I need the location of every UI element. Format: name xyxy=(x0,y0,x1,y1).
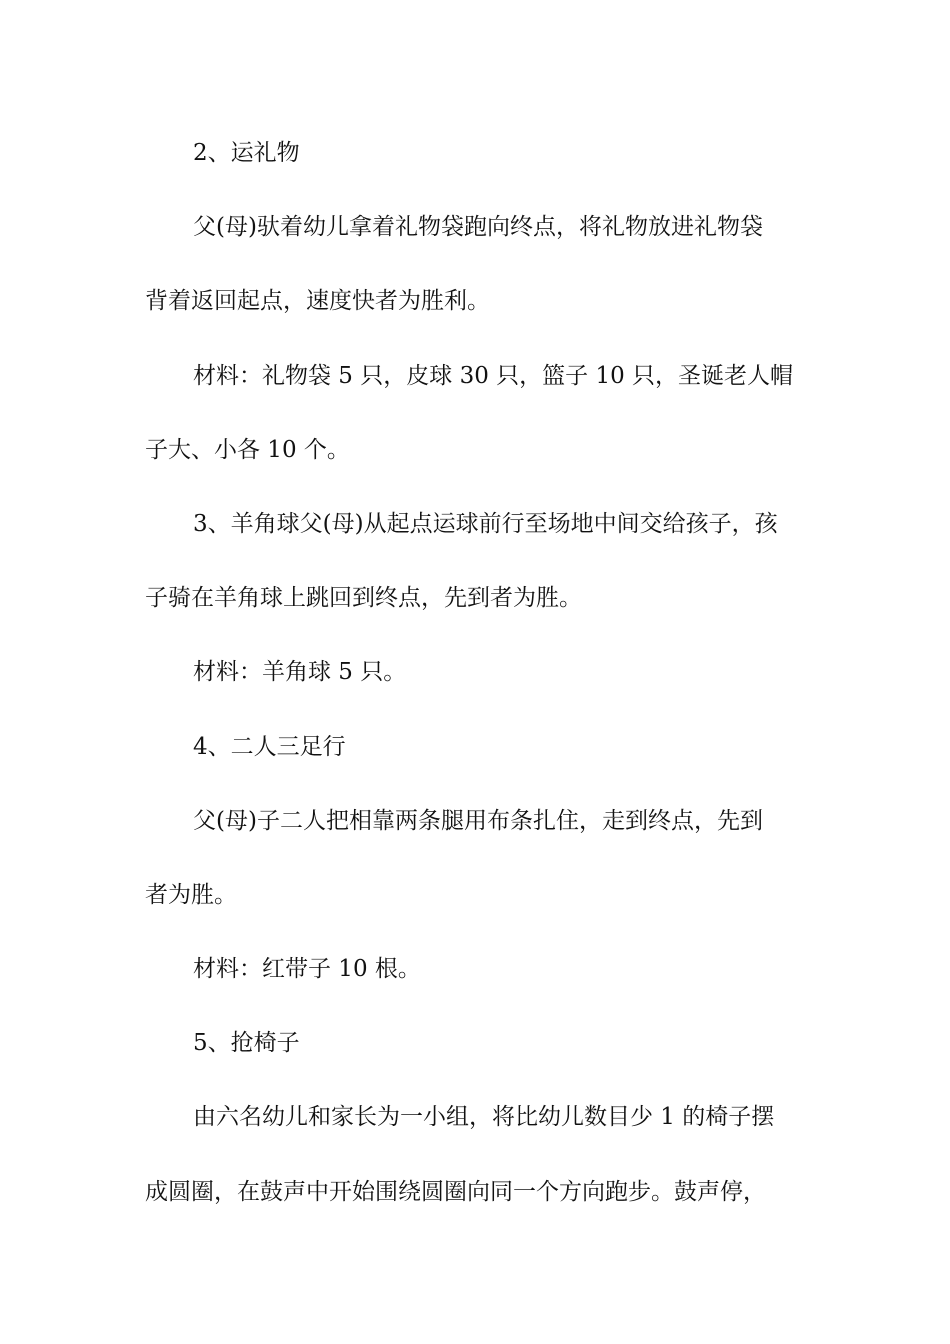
paragraph-line: 由六名幼儿和家长为一小组，将比幼儿数目少 1 的椅子摆 xyxy=(193,1104,775,1131)
materials-line: 材料：羊角球 5 只。 xyxy=(193,659,407,686)
document-body xyxy=(145,128,810,1241)
paragraph-line: 者为胜。 xyxy=(145,881,237,908)
paragraph-line: 子骑在羊角球上跳回到终点，先到者为胜。 xyxy=(145,585,582,612)
section-heading-5: 5、抢椅子 xyxy=(193,1030,300,1057)
paragraph-line: 背着返回起点，速度快者为胜利。 xyxy=(145,288,490,315)
section-heading-4: 4、二人三足行 xyxy=(193,733,346,760)
materials-line: 材料：红带子 10 根。 xyxy=(193,956,421,983)
section-heading-2: 2、运礼物 xyxy=(193,140,300,166)
materials-line: 材料：礼物袋 5 只，皮球 30 只，篮子 10 只，圣诞老人帽 xyxy=(193,362,794,389)
paragraph-line: 父(母)驮着幼儿拿着礼物袋跑向终点，将礼物放进礼物袋 xyxy=(193,214,763,241)
paragraph-line: 成圆圈，在鼓声中开始围绕圆圈向同一个方向跑步。鼓声停， xyxy=(145,1178,766,1205)
paragraph-line: 父(母)子二人把相靠两条腿用布条扎住，走到终点，先到 xyxy=(193,807,763,834)
section-heading-3: 3、羊角球父(母)从起点运球前行至场地中间交给孩子，孩 xyxy=(193,510,778,537)
paragraph-line: 子大、小各 10 个。 xyxy=(145,436,350,463)
